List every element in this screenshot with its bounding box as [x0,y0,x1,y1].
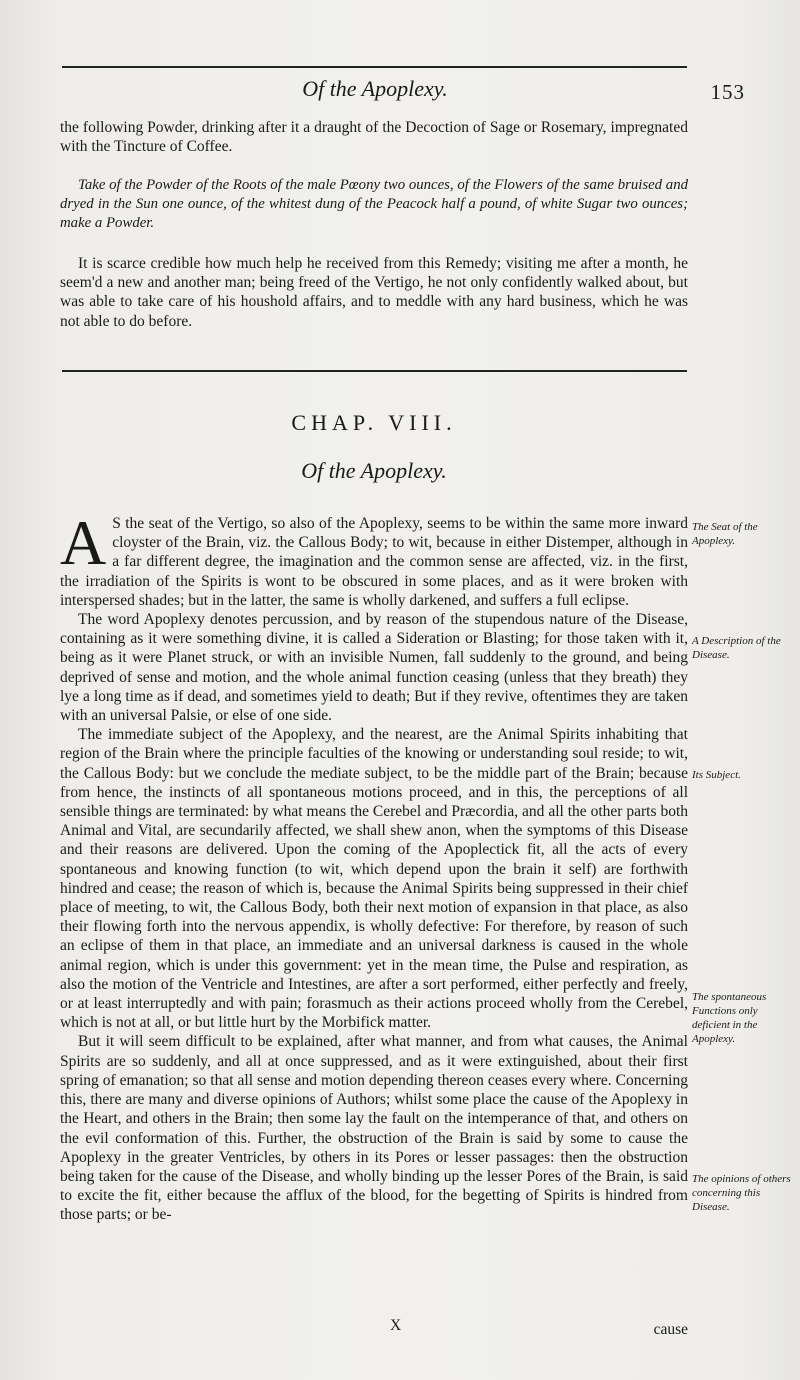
chapter-title: CHAP. VIII. [291,410,457,435]
paragraph-subject: The immediate subject of the Apoplexy, and the nearest, are the Animal Spirits inhabiting that region of the Brain where the principle faculties of the knowing or understanding soul reside; to wit, the Callous Body: but we conclude the mediate subject, to be the middle part of the Brain; because from hence, the instincts of all spontaneous motions proceed, and in this, the perceptions of all sensible things are terminated: by what means the Cerebel and Præcordia, and all the other parts both Animal and Vital, are secundarily affected, we shall shew anon, when the symptoms of this Disease and their reasons are delivered. Upon the coming of the Apoplectick fit, all the acts of every spontaneous and knowing function (to wit, which depend upon the brain it self) are forthwith hindred and cease; the reason of which is, because the Animal Spirits being suppressed in their chief place of meeting, to wit, the Callous Body, both their next motion of expansion in that place, as also their flowing forth into the nervous appendix, is wholly defective: For therefore, by reason of such an eclipse of them in that place, an immediate and an universal darkness is caused in the whole animal region, which is under this government: yet in the mean time, the Pulse and respiration, as also the motion of the Ventricle and Intestines, are after a sort performed, either perfectly and freely, or at least interruptedly and with pain; forasmuch as their actions proceed wholly from the Cerebel, which is not at all, or but little hurt by the Morbifick matter. [60,726,688,1032]
recipe-paragraph: Take of the Powder of the Roots of the male Pœony two ounces, of the Flowers of the same bruised and dryed in the Sun one ounce, of the whitest dung of the Peacock half a pound, of white Sugar two ounces; make a Powder. [60,177,688,231]
opening-paragraph: the following Powder, drinking after it a draught of the Decoction of Sage or Rosemary, impregnated with the Tincture of Coffee. [60,119,688,156]
running-head [60,76,745,106]
running-title: Of the Apoplexy. [302,76,448,101]
chapter-body [60,507,688,1225]
drop-cap: A [60,507,107,578]
top-rule [62,66,687,68]
chapter-rule [62,370,687,372]
margin-note-description: A Description of the Disease. [692,635,781,661]
page-number: 153 [710,80,745,104]
paragraph-description: The word Apoplexy denotes percussion, and by reason of the stupendous nature of the Disease, containing as it were something divine, it is called a Sideration or Blasting; for those taken with it, being as it were Planet struck, or with an invisible Numen, fall suddenly to the ground, and being deprived of sense and motion, and the whole animal function ceasing (unless that they breath) they lye a long time as if dead, and sometimes yield to death; But if they revive, oftentimes they are taken with an universal Palsie, or else of one side. [60,611,688,725]
paragraph-seat: A S the seat of the Vertigo, so also of the Apoplexy, seems to be within the same more inward cloyster of the Brain, viz. the Callous Body; to wit, because in either Distemper, although in a far different degree, the imagination and the common sense are affected, viz. in the first, the irradiation of the Spirits is wont to be obscured in some places, and as it were broken with interspersed shades; but in the latter, the same is wholly darkened, and suffers a full eclipse. [60,507,688,609]
chapter-subtitle: Of the Apoplexy. [301,458,447,483]
page-footer [60,1317,688,1339]
paragraph-opinions: But it will seem difficult to be explained, after what manner, and from what causes, the Animal Spirits are so suddenly, and all at once suppressed, and as it were extinguished, about their first spring of emanation; so that all sense and motion depending thereon ceases every where. Concerning this, there are many and diverse opinions of Authors; whilst some place the cause of the Apoplexy in the Heart, and others in the Brain; then some lay the fault on the intemperance of that, and others on the evil conformation of this. Further, the obstruction of the Brain is said by some to cause the Apoplexy in the greater Ventricles, by others in its Pores or lesser passages: then the obstruction being taken for the cause of the Disease, and wholly binding up the lesser Pores of the Brain, is said to excite the fit, either because the afflux of the blood, for the begetting of Spirits is hindred from those parts; or be- [60,1033,688,1224]
margin-note-seat: The Seat of the Apoplexy. [692,521,758,547]
margin-note-opinions: The opinions of others concerning this Disease. [692,1173,791,1213]
closing-paragraph: It is scarce credible how much help he received from this Remedy; visiting me after a month, he seem'd a new and another man; being freed of the Vertigo, he not only confidently walked about, but was able to take care of his houshold affairs, and to meddle with any hard business, which he was not able to do before. [60,255,688,330]
catchword: cause [653,1321,688,1338]
margin-note-functions: The spontaneous Functions only deficient in the Apoplexy. [692,991,767,1045]
signature-mark: X [390,1317,402,1334]
margin-note-subject: Its Subject. [692,769,741,781]
